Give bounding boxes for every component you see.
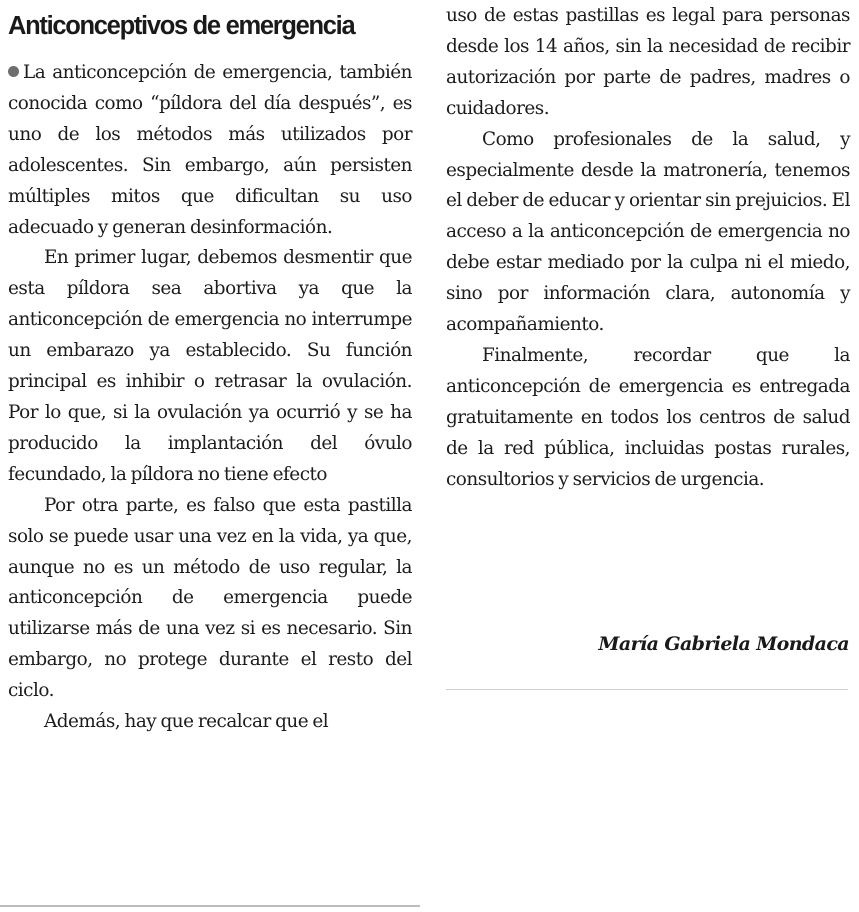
- left-column: [8, 58, 412, 738]
- paragraph-7: Finalmente, recordar que la anticoncepción de emergencia es entregada gratuitamente en todos los centros de salud de la red pública, incluidas postas rurales, consultorios y servicios de urgencia.: [446, 344, 850, 490]
- author-signature: María Gabriela Mondaca: [598, 633, 849, 655]
- paragraph-6: Como profesionales de la salud, y especialmente desde la matronería, tenemos el deber de educar y orientar sin prejuicios. El acceso a la anticoncepción de emergencia no debe estar mediado por la culpa ni el miedo, sino por información clara, autonomía y acompañamiento.: [446, 128, 850, 336]
- paragraph-1: [8, 58, 412, 243]
- right-column: [446, 1, 850, 496]
- paragraph-1-text: La anticoncepción de emergencia, también conocida como “píldora del día después”, es uno de los métodos más utilizados por adolescentes. Sin embargo, aún persisten múltiples mitos que dificultan su uso adecuado y generan desinformación.: [8, 62, 412, 238]
- paragraph-4: Además, hay que recalcar que el: [44, 711, 329, 733]
- paragraph-3: Por otra parte, es falso que esta pastilla solo se puede usar una vez en la vida, ya que, aunque no es un método de uso regular, la anticoncepción de emergencia puede utilizarse más de una vez si es necesario. Sin embargo, no protege durante el resto del ciclo.: [8, 494, 412, 702]
- article-title: Anticonceptivos de emergencia: [8, 12, 355, 40]
- bottom-divider: [0, 905, 420, 907]
- bullet-icon: [8, 66, 19, 77]
- right-column-divider: [446, 689, 848, 690]
- paragraph-2: En primer lugar, debemos desmentir que esta píldora sea abortiva ya que la anticoncepción de emergencia no interrumpe un embarazo ya establecido. Su función principal es inhibir o retrasar la ovulación. Por lo que, si la ovulación ya ocurrió y se ha producido la implantación del óvulo fecundado, la píldora no tiene efecto: [8, 247, 412, 485]
- paragraph-5: uso de estas pastillas es legal para personas desde los 14 años, sin la necesidad de recibir autorización por parte de padres, madres o cuidadores.: [446, 5, 850, 119]
